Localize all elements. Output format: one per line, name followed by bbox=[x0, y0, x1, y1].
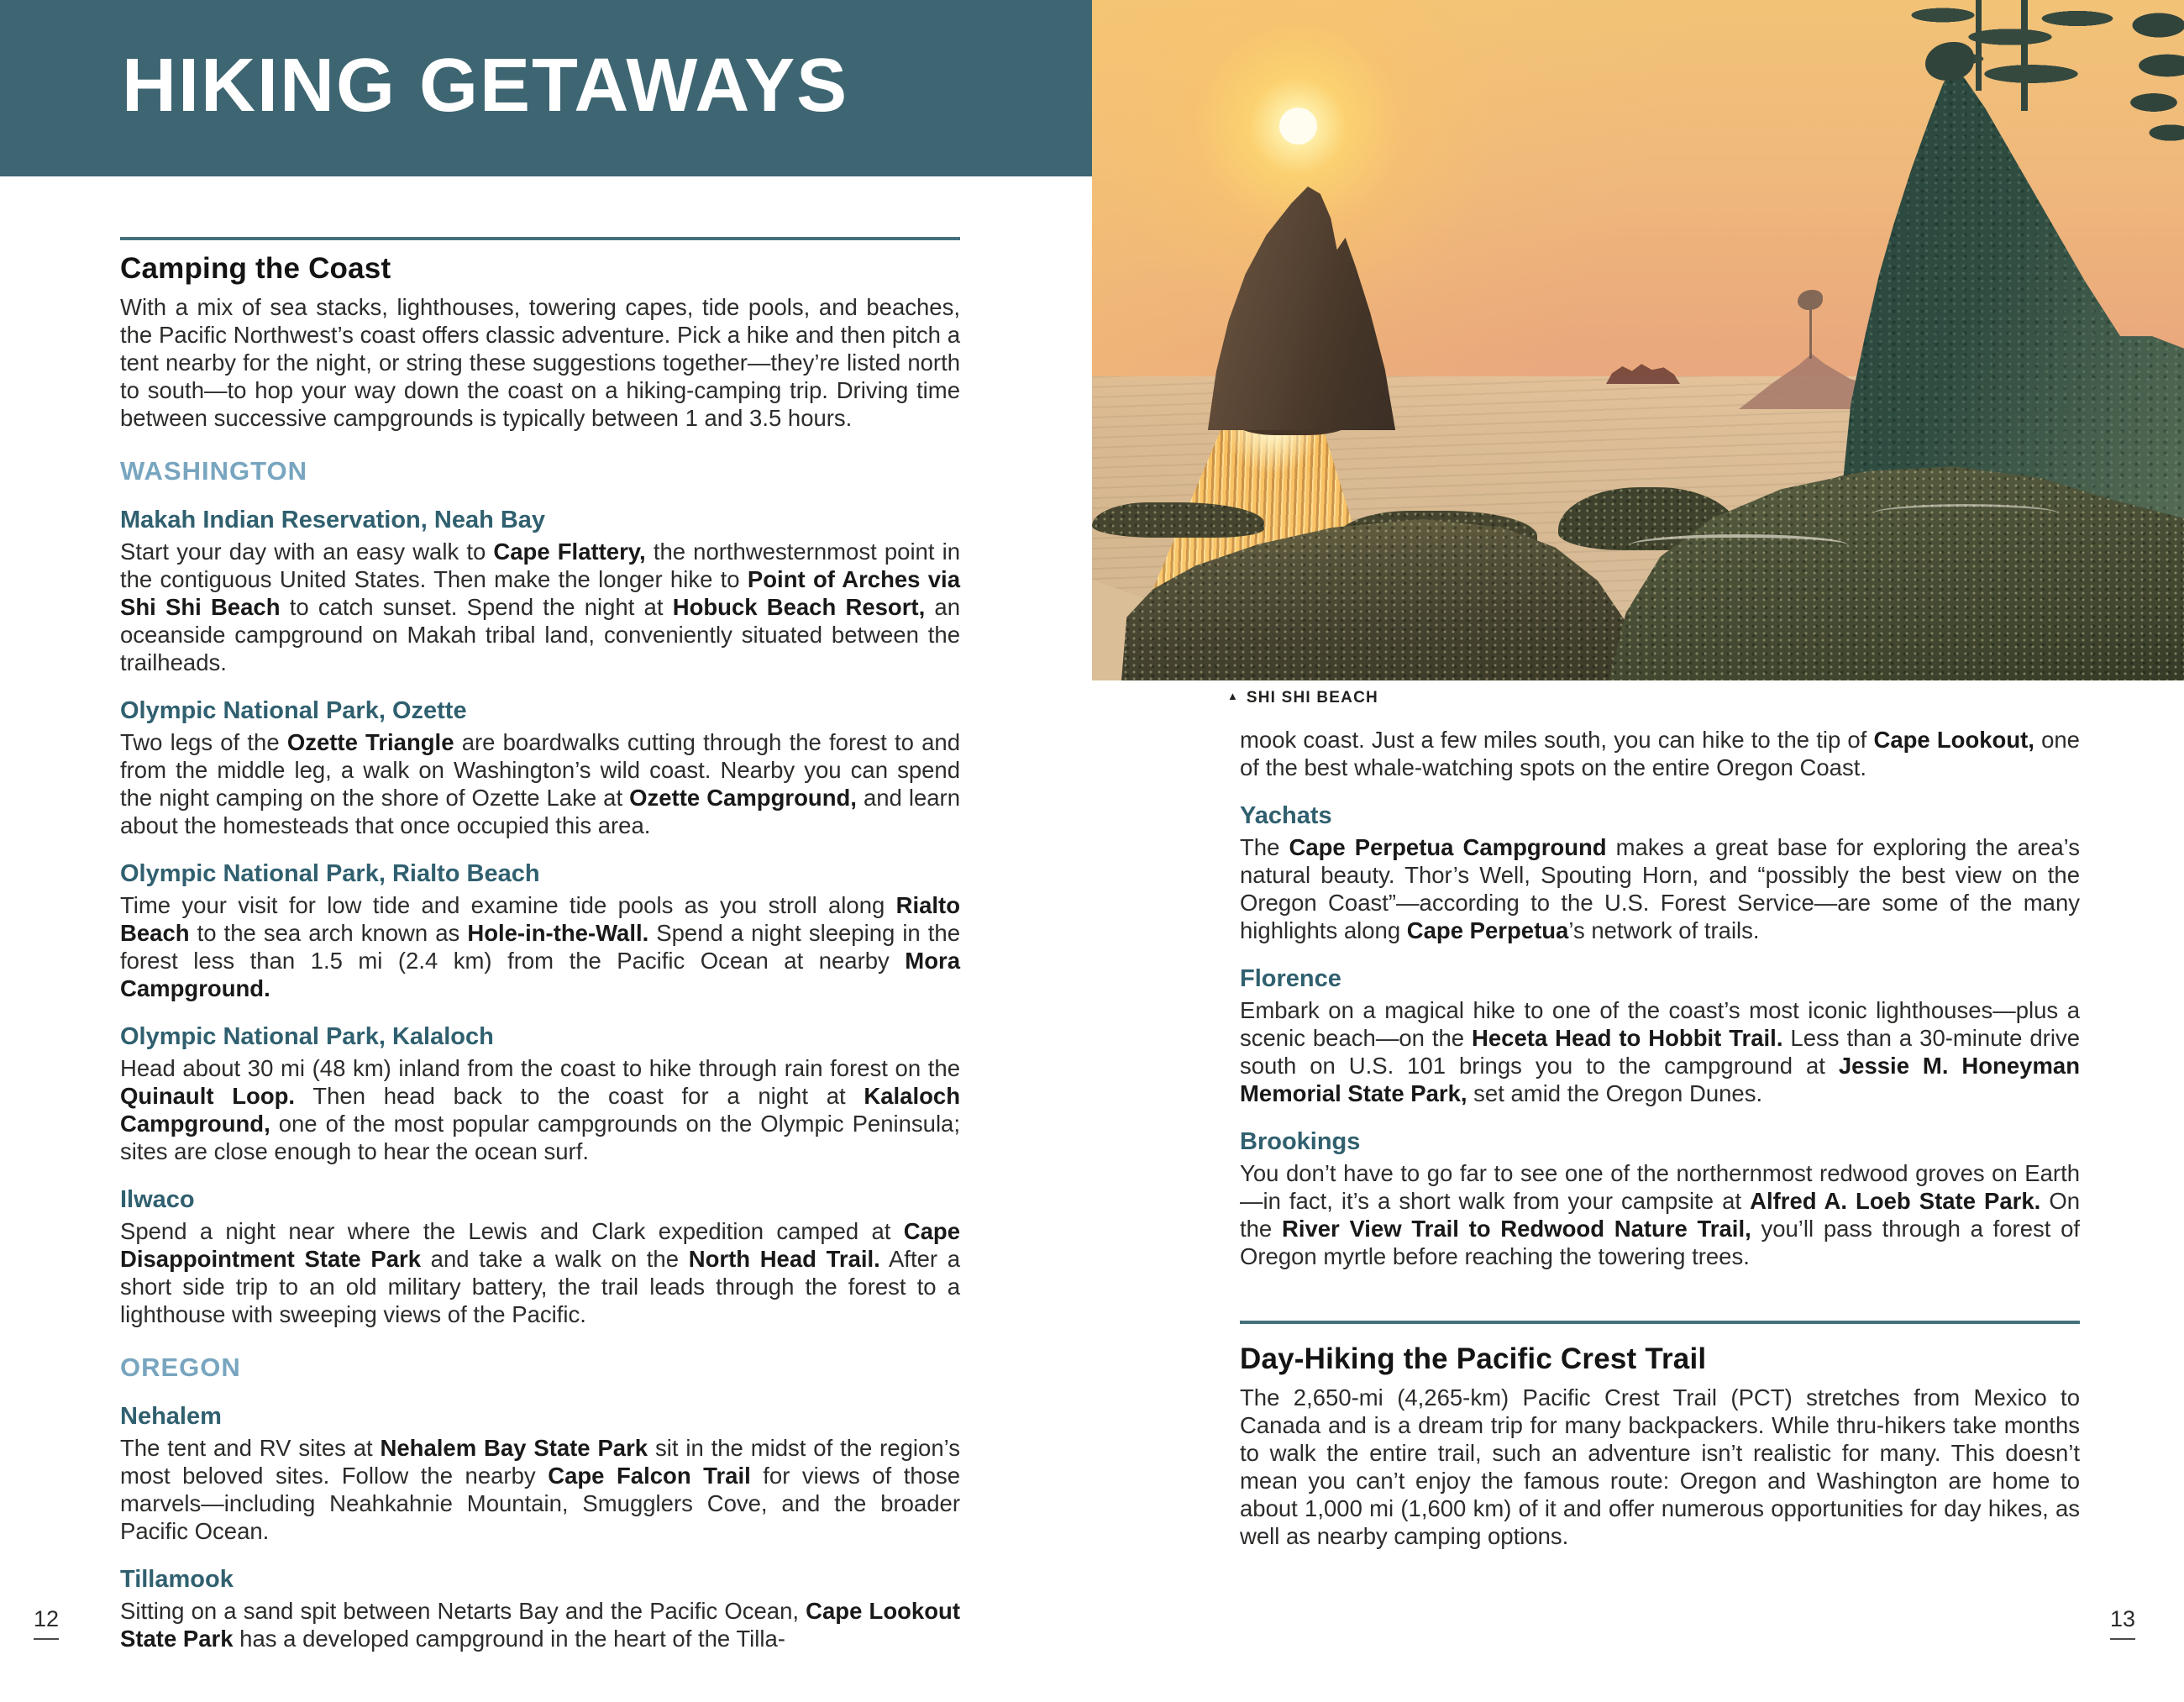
page-number-left: 12 bbox=[34, 1606, 59, 1640]
entry-heading: Makah Indian Reservation, Neah Bay bbox=[120, 507, 546, 533]
entry-heading: Ilwaco bbox=[120, 1186, 195, 1213]
entry-florence bbox=[1240, 964, 2080, 1107]
entry-nehalem bbox=[120, 1402, 960, 1545]
entry-ozette bbox=[120, 696, 960, 839]
entry-heading: Florence bbox=[1240, 965, 1341, 992]
entry-heading: Olympic National Park, Ozette bbox=[120, 697, 467, 724]
photo-sun bbox=[1279, 108, 1317, 144]
entry-paragraph: The Cape Perpetua Campground makes a great base for exploring the area’s natural beauty. Thor’s Well, Spouting Horn, and “possibly the best view on the Oregon Coast”—according to the U.S. Forest Service—are some of the many highlights along Cape Perpetua’s network of trails. bbox=[1240, 834, 2080, 943]
entry-heading: Yachats bbox=[1240, 802, 1332, 829]
entry-kalaloch bbox=[120, 1022, 960, 1165]
photo-tree-canopy bbox=[2118, 0, 2184, 147]
left-page-column bbox=[120, 176, 960, 1652]
entry-heading: Olympic National Park, Rialto Beach bbox=[120, 860, 540, 887]
section-rule bbox=[120, 237, 960, 240]
section-title: Camping the Coast bbox=[120, 252, 391, 285]
entry-heading: Olympic National Park, Kalaloch bbox=[120, 1023, 494, 1050]
entry-paragraph: The tent and RV sites at Nehalem Bay State Park sit in the midst of the region’s most beloved sites. Follow the nearby Cape Falcon Trail for views of those marvels—including Neahkahnie Mountain, Smugglers Cove, and the broader Pacific Ocean. bbox=[120, 1435, 960, 1544]
entry-brookings bbox=[1240, 1127, 2080, 1270]
entry-yachats bbox=[1240, 801, 2080, 944]
caption-triangle-icon: ▲ bbox=[1227, 690, 1238, 702]
photo-seaweed-rocks bbox=[1092, 502, 1264, 538]
entry-paragraph: Embark on a magical hike to one of the coast’s most iconic lighthouses—plus a scenic beach—on the Heceta Head to Hobbit Trail. Less than a 30-minute drive south on U.S. 101 brings you to the campground at Jessie M. Honeyman Memorial State Park, set amid the Oregon Dunes. bbox=[1240, 997, 2081, 1106]
photo-wave-foam bbox=[1630, 534, 1848, 556]
entry-ilwaco bbox=[120, 1185, 960, 1328]
shi-shi-beach-photo bbox=[1092, 0, 2184, 680]
entry-heading: Nehalem bbox=[120, 1403, 222, 1430]
photo-caption-text: SHI SHI BEACH bbox=[1246, 689, 1378, 707]
entry-makah bbox=[120, 506, 960, 676]
page-number-right: 13 bbox=[2110, 1606, 2135, 1640]
entry-paragraph: Spend a night near where the Lewis and Clark expedition camped at Cape Disappointment State Park and take a walk on the North Head Trail. After a short side trip to an old military battery, the trail leads through the forest to a lighthouse with sweeping views of the Pacific. bbox=[120, 1218, 961, 1327]
entry-paragraph: Sitting on a sand spit between Netarts Bay and the Pacific Ocean, Cape Lookout State Park has a developed campground in the heart of the Tilla- bbox=[120, 1598, 960, 1652]
state-heading-oregon: OREGON bbox=[120, 1353, 241, 1382]
state-heading-washington: WASHINGTON bbox=[120, 456, 307, 486]
entry-paragraph: Head about 30 mi (48 km) inland from the coast to hike through rain forest on the Quinault Loop. Then head back to the coast for a night at Kalaloch Campground, one of the most popular campgrounds on the Olympic Peninsula; sites are close enough to hear the ocean surf. bbox=[120, 1055, 960, 1164]
entry-paragraph: Two legs of the Ozette Triangle are boardwalks cutting through the forest to and from the middle leg, a walk on Washington’s wild coast. Nearby you can spend the night camping on the shore of Ozette Lake at Ozette Campground, and learn about the homesteads that once occupied this area. bbox=[120, 729, 961, 838]
photo-lone-tree bbox=[1798, 290, 1823, 361]
chapter-title: HIKING GETAWAYS bbox=[122, 44, 849, 128]
feature-paragraph: The 2,650-mi (4,265-km) Pacific Crest Trail (PCT) stretches from Mexico to Canada and is a dream trip for many backpackers. While thru-hikers take months to walk the entire trail, such an adventure isn’t realistic for many. This doesn’t mean you can’t enjoy the famous route: Oregon and Washington are home to about 1,000 mi (1,600 km) of it and offer numerous opportunities for day hikes, as well as nearby camping options. bbox=[1240, 1384, 2080, 1549]
chapter-header-band bbox=[0, 0, 1092, 176]
entry-paragraph: You don’t have to go far to see one of the northernmost redwood groves on Earth—in fact, it’s a short walk from your campsite at Alfred A. Loeb State Park. On the River View Trail to Redwood Nature Trail, you’ll pass through a forest of Oregon myrtle before reaching the towering trees. bbox=[1240, 1160, 2081, 1269]
right-page-column bbox=[1240, 726, 2080, 1550]
entry-tillamook bbox=[120, 1565, 960, 1652]
photo-caption bbox=[1227, 689, 1378, 707]
continuation-paragraph: mook coast. Just a few miles south, you can hike to the tip of Cape Lookout, one of the best whale-watching spots on the entire Oregon Coast. bbox=[1240, 727, 2080, 780]
entry-paragraph: Start your day with an easy walk to Cape Flattery, the northwesternmost point in the contiguous United States. Then make the longer hike to Point of Arches via Shi Shi Beach to catch sunset. Spend the night at Hobuck Beach Resort, an oceanside campground on Makah tribal land, conveniently situated between the trailheads. bbox=[120, 538, 961, 675]
entry-heading: Tillamook bbox=[120, 1566, 234, 1593]
intro-paragraph: With a mix of sea stacks, lighthouses, towering capes, tide pools, and beaches, the Pacific Northwest’s coast offers classic adventure. Pick a hike and then pitch a tent nearby for the night, or string these suggestions together—they’re listed north to south—to hop your way down the coast on a hiking-camping trip. Driving time between successive campgrounds is typically between 1 and 3.5 hours. bbox=[120, 294, 960, 431]
entry-rialto-beach bbox=[120, 859, 960, 1002]
feature-title: Day-Hiking the Pacific Crest Trail bbox=[1240, 1342, 1707, 1375]
entry-heading: Brookings bbox=[1240, 1128, 1361, 1155]
photo-wave-foam bbox=[1873, 504, 2058, 523]
entry-paragraph: Time your visit for low tide and examine tide pools as you stroll along Rialto Beach to the sea arch known as Hole-in-the-Wall. Spend a night sleeping in the forest less than 1.5 mi (2.4 km) from the Pacific Ocean at nearby Mora Campground. bbox=[120, 892, 960, 1001]
section-rule bbox=[1240, 1321, 2080, 1324]
